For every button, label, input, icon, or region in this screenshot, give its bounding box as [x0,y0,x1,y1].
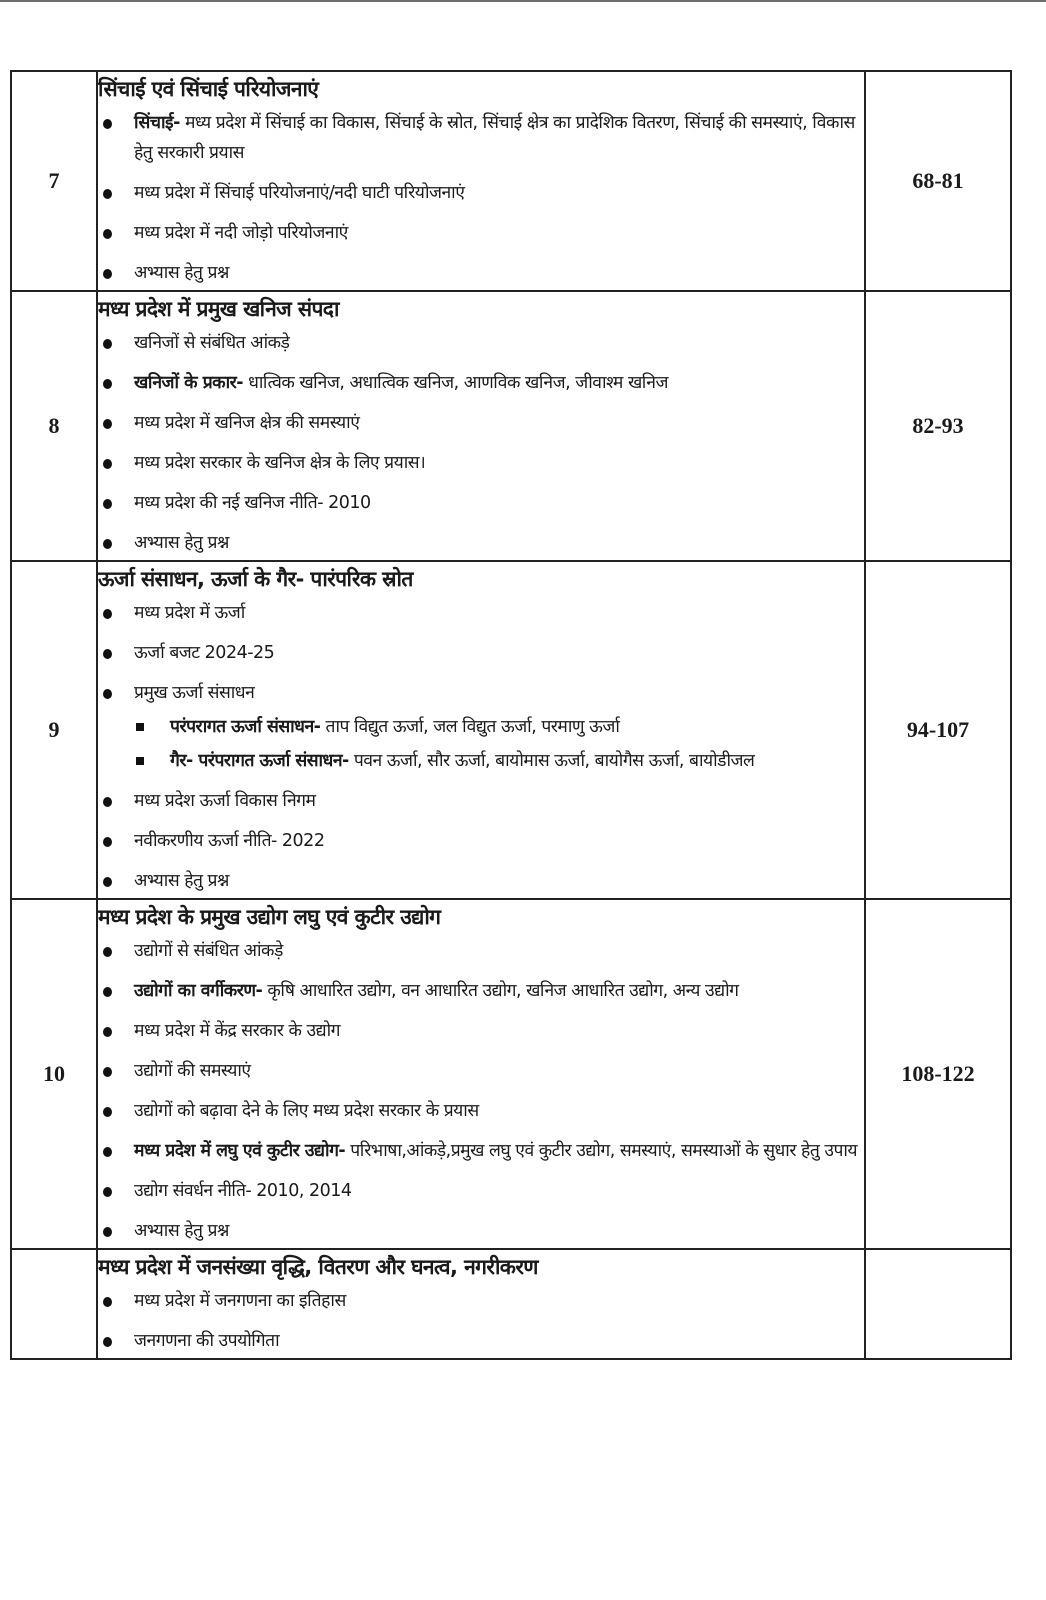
topic-item [98,936,864,966]
subtopic-lead: गैर- परंपरागत ऊर्जा संसाधन- [170,751,349,771]
topic-text: मध्य प्रदेश सरकार के खनिज क्षेत्र के लिए प्रयास। [134,453,426,473]
topic-item [98,178,864,208]
bullet-icon [103,1337,112,1347]
topic-text: ऊर्जा बजट 2024-25 [134,643,275,663]
bullet-icon [103,379,112,389]
topic-item [98,408,864,438]
topic-item [98,678,864,776]
chapter-title: सिंचाई एवं सिंचाई परियोजनाएं [98,77,319,101]
topic-item [98,866,864,896]
chapter-title: मध्य प्रदेश के प्रमुख उद्योग लघु एवं कुटीर उद्योग [98,905,441,929]
subtopic-item [134,712,864,742]
topic-item [98,1016,864,1046]
topic-text: कृषि आधारित उद्योग, वन आधारित उद्योग, खनिज आधारित उद्योग, अन्य उद्योग [262,981,739,1001]
topic-text: मध्य प्रदेश की नई खनिज नीति- 2010 [134,493,371,513]
chapter-row [11,899,1011,1249]
syllabus-table-body [11,71,1011,1359]
topic-text: जनगणना की उपयोगिता [134,1331,280,1351]
topic-lead: सिंचाई- [134,113,180,133]
subtopic-list [134,712,864,776]
topic-text: मध्य प्रदेश में केंद्र सरकार के उद्योग [134,1021,340,1041]
topic-list [98,108,864,288]
top-divider [0,0,1046,2]
topic-text: प्रमुख ऊर्जा संसाधन [134,683,255,703]
bullet-icon [103,649,112,659]
topic-item [98,1096,864,1126]
bullet-icon [103,269,112,279]
topic-text: अभ्यास हेतु प्रश्न [134,871,229,891]
topic-item [98,328,864,358]
topic-text: अभ्यास हेतु प्रश्न [134,263,229,283]
topic-list [98,328,864,558]
topic-list [98,936,864,1246]
topic-text: नवीकरणीय ऊर्जा नीति- 2022 [134,831,325,851]
topic-text: मध्य प्रदेश में नदी जोड़ो परियोजनाएं [134,223,348,243]
bullet-icon [103,1027,112,1037]
topic-list [98,598,864,896]
bullet-icon [103,837,112,847]
topic-item [98,786,864,816]
topic-item [98,1326,864,1356]
topic-text: खनिजों से संबंधित आंकड़े [134,333,290,353]
bullet-icon [103,119,112,129]
topic-text: परिभाषा,आंकड़े,प्रमुख लघु एवं कुटीर उद्योग, समस्याएं, समस्याओं के सुधार हेतु उपाय [345,1141,858,1161]
topic-text: अभ्यास हेतु प्रश्न [134,1221,229,1241]
bullet-icon [103,499,112,509]
page-range: 68-81 [865,71,1011,291]
page-range: 108-122 [865,899,1011,1249]
topic-item [98,218,864,248]
topic-text: मध्य प्रदेश में सिंचाई का विकास, सिंचाई के स्रोत, सिंचाई क्षेत्र का प्रादेशिक वितरण, सिंचाई की समस्याएं, विकास हेतु सरकारी प्रयास [134,113,855,163]
topic-text: मध्य प्रदेश में सिंचाई परियोजनाएं/नदी घाटी परियोजनाएं [134,183,465,203]
chapter-content [97,899,865,1249]
topic-item [98,448,864,478]
bullet-icon [103,1147,112,1157]
bullet-icon [103,1187,112,1197]
chapter-row [11,561,1011,899]
topic-text: अभ्यास हेतु प्रश्न [134,533,229,553]
topic-item [98,528,864,558]
topic-item [98,108,864,168]
chapter-content [97,71,865,291]
topic-text: उद्योगों की समस्याएं [134,1061,251,1081]
topic-lead: उद्योगों का वर्गीकरण- [134,981,263,1001]
bullet-icon [103,1067,112,1077]
syllabus-table [10,70,1012,1360]
chapter-row [11,291,1011,561]
topic-item [98,1056,864,1086]
topic-text: मध्य प्रदेश में जनगणना का इतिहास [134,1291,346,1311]
topic-text: उद्योगों को बढ़ावा देने के लिए मध्य प्रदेश सरकार के प्रयास [134,1101,479,1121]
topic-item [98,638,864,668]
topic-item [98,258,864,288]
square-bullet-icon [136,757,144,765]
topic-item [98,1136,864,1166]
bullet-icon [103,459,112,469]
bullet-icon [103,1227,112,1237]
topic-item [98,1176,864,1206]
bullet-icon [103,1107,112,1117]
chapter-number [11,1249,97,1359]
topic-item [98,976,864,1006]
chapter-row [11,1249,1011,1359]
topic-text: मध्य प्रदेश ऊर्जा विकास निगम [134,791,316,811]
page-range [865,1249,1011,1359]
chapter-content [97,561,865,899]
topic-text: मध्य प्रदेश में ऊर्जा [134,603,245,623]
chapter-number: 8 [11,291,97,561]
chapter-number: 10 [11,899,97,1249]
subtopic-item [134,746,864,776]
chapter-number: 7 [11,71,97,291]
chapter-title: मध्य प्रदेश में प्रमुख खनिज संपदा [98,297,339,321]
bullet-icon [103,877,112,887]
bullet-icon [103,947,112,957]
topic-lead: खनिजों के प्रकार- [134,373,244,393]
square-bullet-icon [136,723,144,731]
chapter-row [11,71,1011,291]
topic-item [98,1216,864,1246]
topic-text: उद्योग संवर्धन नीति- 2010, 2014 [134,1181,352,1201]
page-range: 82-93 [865,291,1011,561]
topic-item [98,826,864,856]
bullet-icon [103,689,112,699]
topic-text: मध्य प्रदेश में खनिज क्षेत्र की समस्याएं [134,413,360,433]
topic-item [98,488,864,518]
bullet-icon [103,609,112,619]
subtopic-text: ताप विद्युत ऊर्जा, जल विद्युत ऊर्जा, परमाणु ऊर्जा [320,717,620,737]
subtopic-text: पवन ऊर्जा, सौर ऊर्जा, बायोमास ऊर्जा, बायोगैस ऊर्जा, बायोडीजल [348,751,755,771]
topic-lead: मध्य प्रदेश में लघु एवं कुटीर उद्योग- [134,1141,346,1161]
topic-item [98,598,864,628]
bullet-icon [103,987,112,997]
topic-item [98,1286,864,1316]
chapter-content [97,1249,865,1359]
bullet-icon [103,419,112,429]
topic-text: उद्योगों से संबंधित आंकड़े [134,941,283,961]
page-range: 94-107 [865,561,1011,899]
subtopic-lead: परंपरागत ऊर्जा संसाधन- [170,717,321,737]
topic-text: धात्विक खनिज, अधात्विक खनिज, आणविक खनिज, जीवाश्म खनिज [243,373,668,393]
bullet-icon [103,797,112,807]
bullet-icon [103,539,112,549]
topic-item [98,368,864,398]
chapter-content [97,291,865,561]
bullet-icon [103,189,112,199]
chapter-number: 9 [11,561,97,899]
chapter-title: ऊर्जा संसाधन, ऊर्जा के गैर- पारंपरिक स्रोत [98,567,413,591]
bullet-icon [103,339,112,349]
bullet-icon [103,1297,112,1307]
bullet-icon [103,229,112,239]
topic-list [98,1286,864,1356]
chapter-title: मध्य प्रदेश में जनसंख्या वृद्धि, वितरण और घनत्व, नगरीकरण [98,1255,538,1279]
